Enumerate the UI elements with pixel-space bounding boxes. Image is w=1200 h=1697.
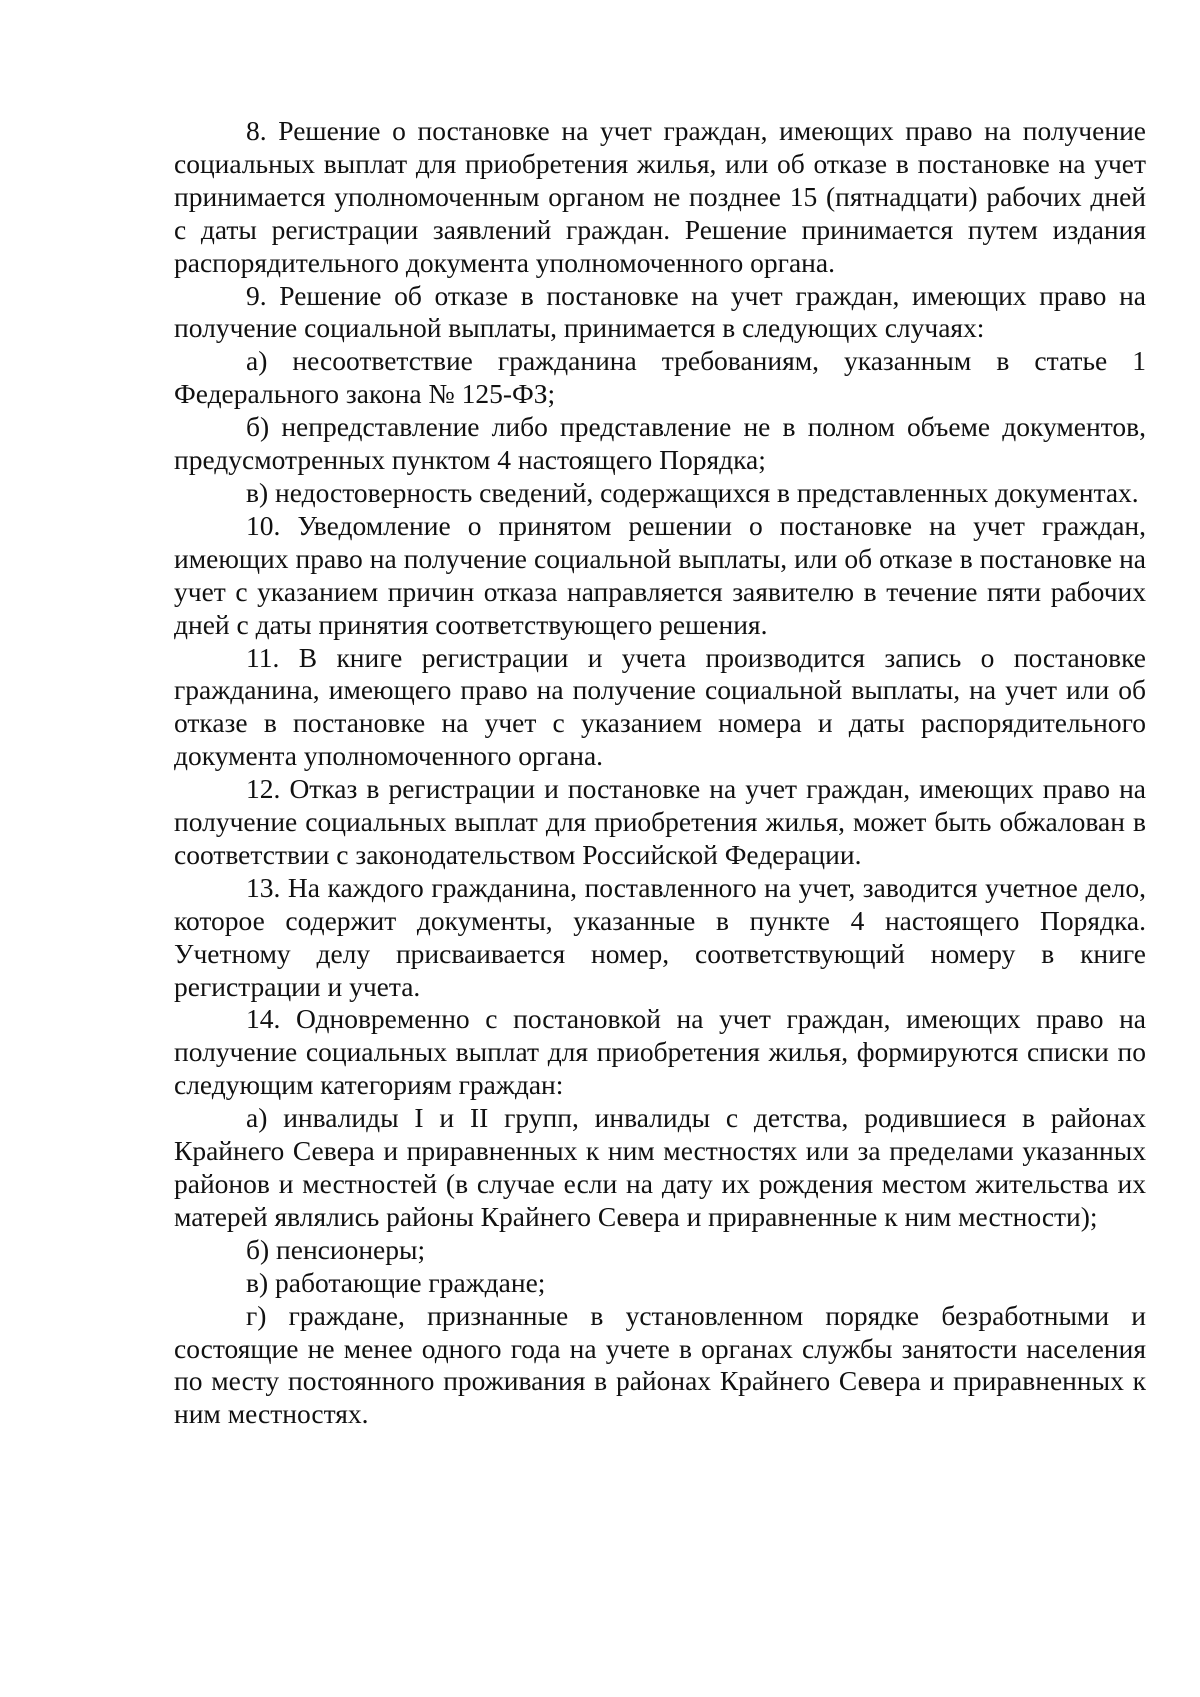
paragraph-11: 11. В книге регистрации и учета производится запись о постановке гражданина, имеющего право на получение социальной выплаты, на учет или об отказе в постановке на учет с указанием номера и даты распорядительного документа уполномоченного органа. — [174, 641, 1146, 772]
paragraph-14-item-g: г) граждане, признанные в установленном порядке безработными и состоящие не менее одного года на учете в органах службы занятости населения по месту постоянного проживания в районах Крайнего Севера и приравненных к ним местностях. — [174, 1299, 1146, 1430]
paragraph-14-item-v: в) работающие граждане; — [246, 1266, 546, 1298]
paragraph-14-item-b: б) пенсионеры; — [246, 1233, 426, 1265]
paragraph-14-item-a: а) инвалиды I и II групп, инвалиды с детства, родившиеся в районах Крайнего Севера и приравненных к ним местностях или за пределами указанных районов и местностей (в случае если на дату их рождения местом жительства их матерей являлись районы Крайнего Севера и приравненные к ним местности); — [174, 1102, 1146, 1232]
paragraph-9-item-v: в) недостоверность сведений, содержащихся в представленных документах. — [246, 476, 1139, 508]
paragraph-9-item-b: б) непредставление либо представление не в полном объеме документов, предусмотренных пунктом 4 настоящего Порядка; — [174, 411, 1146, 476]
paragraph-9: 9. Решение об отказе в постановке на учет граждан, имеющих право на получение социальной выплаты, принимается в следующих случаях: — [174, 279, 1146, 344]
paragraph-9-item-a: а) несоответствие гражданина требованиям, указанным в статье 1 Федерального закона № 125-ФЗ; — [174, 345, 1146, 410]
paragraph-12: 12. Отказ в регистрации и постановке на учет граждан, имеющих право на получение социальных выплат для приобретения жилья, может быть обжалован в соответствии с законодательством Российской Федерации. — [174, 773, 1146, 870]
paragraph-10: 10. Уведомление о принятом решении о постановке на учет граждан, имеющих право на получение социальной выплаты, или об отказе в постановке на учет с указанием причин отказа направляется заявителю в течение пяти рабочих дней с даты принятия соответствующего решения. — [174, 509, 1146, 640]
document-body — [174, 115, 1146, 1431]
paragraph-14: 14. Одновременно с постановкой на учет граждан, имеющих право на получение социальных выплат для приобретения жилья, формируются списки по следующим категориям граждан: — [174, 1003, 1146, 1101]
paragraph-13: 13. На каждого гражданина, поставленного на учет, заводится учетное дело, которое содержит документы, указанные в пункте 4 настоящего Порядка. Учетному делу присваивается номер, соответствующий номеру в книге регистрации и учета. — [174, 871, 1146, 1002]
paragraph-8: 8. Решение о постановке на учет граждан, имеющих право на получение социальных выплат для приобретения жилья, или об отказе в постановке на учет принимается уполномоченным органом не позднее 15 (пятнадцати) рабочих дней с даты регистрации заявлений граждан. Решение принимается путем издания распорядительного документа уполномоченного органа. — [174, 115, 1146, 278]
